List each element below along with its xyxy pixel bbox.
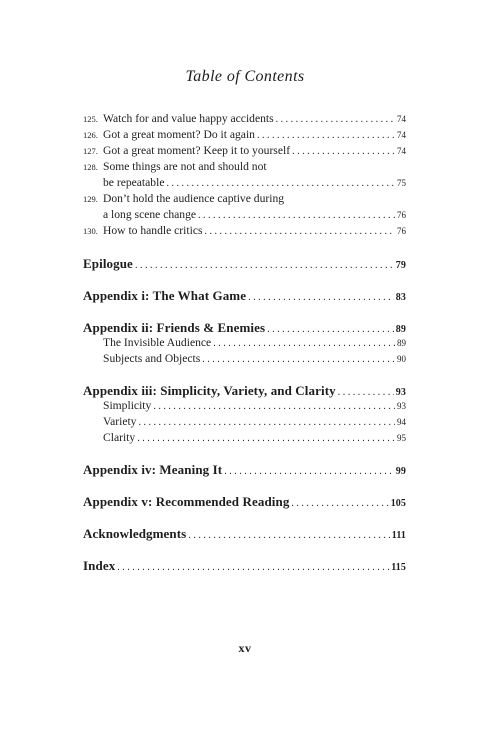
- toc-entry-127[interactable]: [83, 144, 406, 157]
- subentry-page: 90: [397, 354, 406, 364]
- toc-entry-126[interactable]: [83, 128, 406, 141]
- section-page: 105: [390, 498, 406, 509]
- entry-title-cont: a long scene change: [103, 208, 197, 221]
- toc-entry-129[interactable]: [83, 192, 406, 205]
- entry-page: 76: [397, 226, 406, 236]
- toc-subentry-clarity[interactable]: [83, 431, 406, 444]
- section-title: Epilogue: [83, 256, 133, 271]
- section-title: Appendix iii: Simplicity, Variety, and Clarity: [83, 383, 336, 398]
- section-page: 93: [395, 387, 406, 398]
- leader-dots: [202, 354, 395, 365]
- section-title: Appendix ii: Friends & Enemies: [83, 320, 266, 335]
- subentry-title: Clarity: [103, 431, 136, 444]
- section-page: 83: [395, 292, 406, 303]
- section-title: Appendix i: The What Game: [83, 288, 247, 303]
- leader-dots: [276, 114, 395, 125]
- leader-dots: [135, 260, 394, 271]
- leader-dots: [267, 324, 394, 335]
- toc-subentry-simplicity[interactable]: [83, 399, 406, 412]
- toc-section-appendix-i[interactable]: [83, 288, 406, 304]
- leader-dots: [117, 562, 389, 573]
- section-title: Acknowledgments: [83, 526, 187, 541]
- entry-number: 127.: [83, 146, 98, 156]
- entry-title: Got a great moment? Do it again: [103, 128, 255, 141]
- entry-page: 74: [397, 146, 406, 156]
- entry-number: 130.: [83, 226, 98, 236]
- leader-dots: [292, 146, 395, 157]
- subentry-page: 95: [397, 433, 406, 443]
- leader-dots: [338, 387, 394, 398]
- section-page: 79: [395, 260, 406, 271]
- toc-subentry-subjects-objects[interactable]: [83, 352, 406, 365]
- toc-section-index[interactable]: [83, 558, 406, 574]
- leader-dots: [205, 226, 396, 237]
- toc-subentry-invisible-audience[interactable]: [83, 336, 406, 349]
- toc-entry-125[interactable]: [83, 112, 406, 125]
- toc-section-appendix-v[interactable]: [83, 494, 406, 510]
- leader-dots: [153, 401, 395, 412]
- toc-section-appendix-iii[interactable]: [83, 383, 406, 399]
- page-number: xv: [238, 641, 252, 655]
- leader-dots: [248, 292, 394, 303]
- toc-section-epilogue[interactable]: [83, 256, 406, 272]
- leader-dots: [291, 498, 388, 509]
- leader-dots: [213, 338, 395, 349]
- toc-entry-128-cont[interactable]: [83, 176, 406, 189]
- entry-number: 125.: [83, 114, 98, 124]
- entry-page: 76: [397, 210, 406, 220]
- toc-section-appendix-ii[interactable]: [83, 320, 406, 336]
- leader-dots: [137, 433, 395, 444]
- subentry-page: 89: [397, 338, 406, 348]
- entry-title: How to handle critics: [103, 224, 203, 237]
- leader-dots: [166, 178, 395, 189]
- subentry-title: Subjects and Objects: [103, 352, 201, 365]
- toc-section-acknowledgments[interactable]: [83, 526, 406, 542]
- entry-title: Watch for and value happy accidents: [103, 112, 274, 125]
- entry-title: Don’t hold the audience captive during: [103, 192, 285, 205]
- toc-entry-129-cont[interactable]: [83, 208, 406, 221]
- section-page: 89: [395, 324, 406, 335]
- leader-dots: [138, 417, 395, 428]
- entry-page: 75: [397, 178, 406, 188]
- entry-page: 74: [397, 130, 406, 140]
- section-page: 111: [391, 530, 406, 541]
- entry-title: Got a great moment? Keep it to yourself: [103, 144, 291, 157]
- toc-subentry-variety[interactable]: [83, 415, 406, 428]
- subentry-title: The Invisible Audience: [103, 336, 212, 349]
- page-title: Table of Contents: [185, 68, 305, 85]
- entry-number: 129.: [83, 194, 98, 204]
- leader-dots: [198, 210, 395, 221]
- section-title: Index: [83, 558, 116, 573]
- subentry-page: 94: [397, 417, 406, 427]
- subentry-title: Simplicity: [103, 399, 152, 412]
- leader-dots: [257, 130, 395, 141]
- subentry-page: 93: [397, 401, 406, 411]
- entry-title: Some things are not and should not: [103, 160, 267, 173]
- section-title: Appendix iv: Meaning It: [83, 462, 223, 477]
- entry-page: 74: [397, 114, 406, 124]
- entry-title-cont: be repeatable: [103, 176, 165, 189]
- toc-section-appendix-iv[interactable]: [83, 462, 406, 478]
- toc-entry-128[interactable]: [83, 160, 406, 173]
- leader-dots: [188, 530, 389, 541]
- entry-number: 126.: [83, 130, 98, 140]
- subentry-title: Variety: [103, 415, 137, 428]
- entry-number: 128.: [83, 162, 98, 172]
- toc-entry-130[interactable]: [83, 224, 406, 237]
- leader-dots: [224, 466, 394, 477]
- section-page: 115: [391, 562, 406, 573]
- section-title: Appendix v: Recommended Reading: [83, 494, 290, 509]
- section-page: 99: [395, 466, 406, 477]
